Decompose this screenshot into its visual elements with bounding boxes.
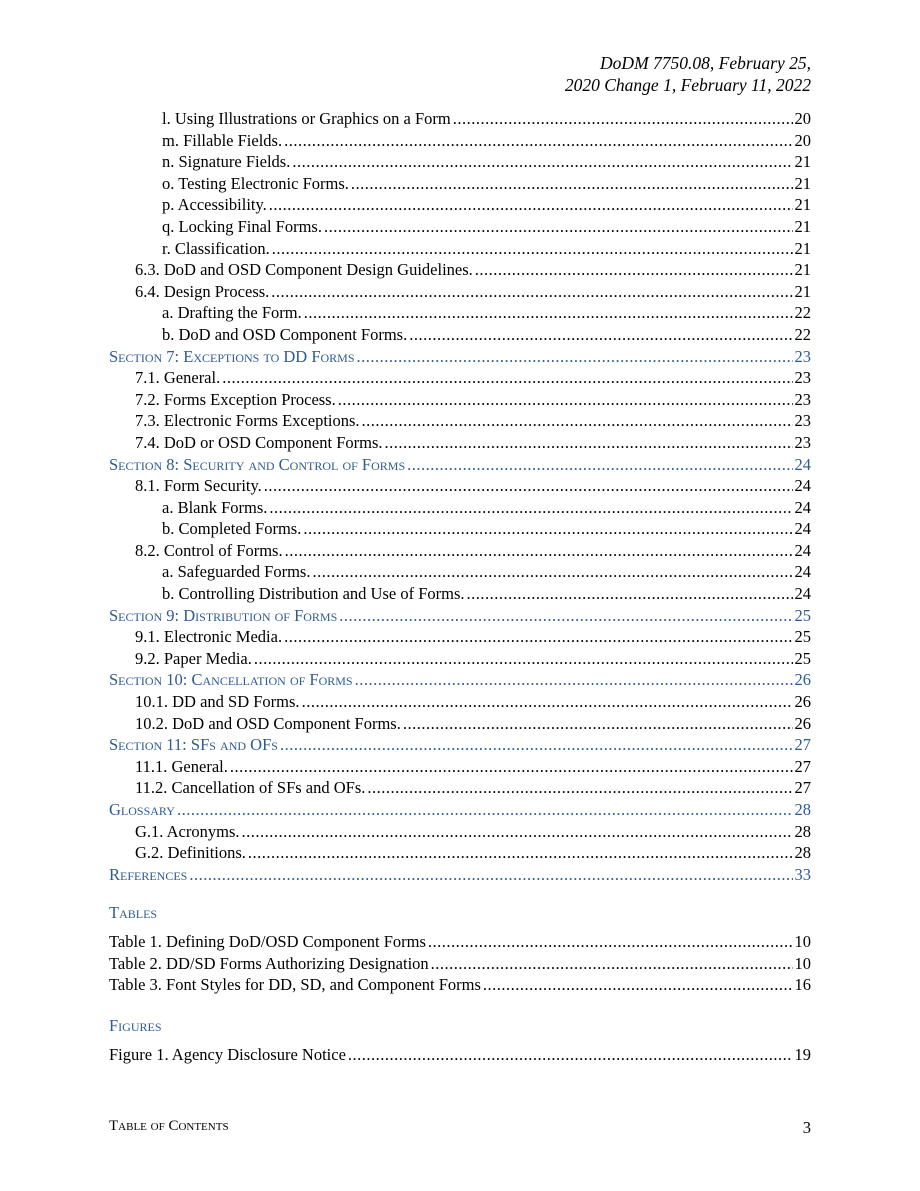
toc-entry-label: o. Testing Electronic Forms. (162, 173, 349, 193)
toc-page-number: 21 (794, 173, 811, 193)
toc-page-number: 19 (794, 1045, 811, 1064)
toc-page-number: 23 (794, 368, 811, 388)
toc-section-link[interactable] (109, 865, 811, 887)
toc-entry-link[interactable] (109, 649, 811, 671)
header-line-1: DoDM 7750.08, February 25, (600, 53, 811, 73)
toc-entry-link[interactable] (109, 1045, 811, 1067)
toc-page-number: 21 (794, 216, 811, 236)
dot-leader (269, 195, 793, 215)
toc-entry-label: 7.3. Electronic Forms Exceptions. (135, 411, 360, 431)
toc-page-number: 24 (794, 476, 811, 496)
toc-entry-link[interactable] (109, 932, 811, 954)
toc-entry-label: 7.2. Forms Exception Process. (135, 389, 336, 409)
toc-entry-link[interactable] (109, 584, 811, 606)
toc-entry-link[interactable] (109, 714, 811, 736)
dot-leader (248, 843, 793, 863)
dot-leader (189, 865, 792, 885)
toc-page-number: 21 (794, 238, 811, 258)
toc-page-number: 25 (794, 605, 811, 625)
toc-page-number: 33 (794, 864, 811, 884)
dot-leader (304, 303, 793, 323)
toc-entry-label: 6.4. Design Process. (135, 281, 270, 301)
dot-leader (407, 455, 792, 475)
document-header (565, 52, 811, 96)
toc-entry-link[interactable] (109, 433, 811, 455)
toc-page-number: 22 (794, 303, 811, 323)
toc-entry-link[interactable] (109, 131, 811, 153)
dot-leader (264, 476, 793, 496)
toc-entry-label: Table 2. DD/SD Forms Authorizing Designation (109, 953, 429, 973)
toc-entry-link[interactable] (109, 239, 811, 261)
toc-page-number: 26 (794, 670, 811, 690)
toc-entry-link[interactable] (109, 692, 811, 714)
dot-leader (324, 217, 793, 237)
toc-entry-link[interactable] (109, 217, 811, 239)
toc-page-number: 28 (794, 821, 811, 841)
toc-entry-label: 10.2. DoD and OSD Component Forms. (135, 713, 401, 733)
toc-entry-label: 10.1. DD and SD Forms. (135, 692, 300, 712)
toc-page-number: 20 (794, 130, 811, 150)
dot-leader (475, 260, 793, 280)
dot-leader (431, 954, 793, 974)
toc-entry-link[interactable] (109, 303, 811, 325)
toc-entry-label: Table 1. Defining DoD/OSD Component Forms (109, 932, 426, 951)
toc-entry-link[interactable] (109, 195, 811, 217)
toc-page-number: 16 (794, 975, 811, 995)
toc-entry-label: a. Blank Forms. (162, 497, 268, 517)
toc-entry-label: Section 10: Cancellation of Forms (109, 670, 353, 690)
toc-entry-link[interactable] (109, 174, 811, 196)
dot-leader (272, 239, 793, 259)
toc-entry-label: l. Using Illustrations or Graphics on a Form (162, 109, 451, 128)
toc-page-number: 24 (794, 540, 811, 560)
toc-section-link[interactable] (109, 455, 811, 477)
dot-leader (254, 649, 793, 669)
toc-entry-link[interactable] (109, 476, 811, 498)
toc-entry-label: G.1. Acronyms. (135, 821, 240, 841)
toc-entry-label: b. Completed Forms. (162, 519, 302, 539)
dot-leader (177, 800, 793, 820)
toc-entry-link[interactable] (109, 541, 811, 563)
dot-leader (339, 606, 792, 626)
dot-leader (222, 368, 792, 388)
toc-entry-label: G.2. Definitions. (135, 843, 246, 863)
toc-entry-label: 7.1. General. (135, 368, 221, 388)
tables-list (109, 932, 811, 997)
toc-entry-link[interactable] (109, 822, 811, 844)
toc-entry-link[interactable] (109, 627, 811, 649)
toc-page-number: 25 (794, 648, 811, 668)
toc-entry-label: q. Locking Final Forms. (162, 216, 322, 236)
toc-entry-link[interactable] (109, 954, 811, 976)
toc-section-link[interactable] (109, 670, 811, 692)
toc-page-number: 23 (794, 389, 811, 409)
toc-page-number: 27 (794, 778, 811, 798)
toc-entry-label: 6.3. DoD and OSD Component Design Guidelines. (135, 260, 473, 280)
toc-entry-link[interactable] (109, 282, 811, 304)
toc-entry-label: Figure 1. Agency Disclosure Notice (109, 1045, 346, 1064)
toc-entry-label: 11.1. General. (135, 756, 228, 776)
toc-page-number: 25 (794, 627, 811, 647)
toc-page-number: 24 (794, 562, 811, 582)
toc-entry-label: p. Accessibility. (162, 195, 267, 215)
toc-entry-label: 9.1. Electronic Media. (135, 627, 283, 647)
toc-entry-link[interactable] (109, 411, 811, 433)
toc-entry-label: m. Fillable Fields. (162, 130, 283, 150)
toc-page-number: 10 (794, 953, 811, 973)
toc-entry-label: b. DoD and OSD Component Forms. (162, 324, 408, 344)
toc-section-link[interactable] (109, 800, 811, 822)
toc-entry-link[interactable] (109, 757, 811, 779)
dot-leader (428, 932, 793, 952)
toc-entry-link[interactable] (109, 975, 811, 997)
dot-leader (355, 670, 793, 690)
toc-entry-link[interactable] (109, 368, 811, 390)
dot-leader (312, 562, 792, 582)
dot-leader (284, 131, 792, 151)
toc-page-number: 23 (794, 346, 811, 366)
footer-section-name: Table of Contents (109, 1118, 229, 1134)
dot-leader (362, 411, 793, 431)
toc-entry-label: 7.4. DoD or OSD Component Forms. (135, 432, 383, 452)
toc-entry-link[interactable] (109, 519, 811, 541)
toc-entry-link[interactable] (109, 778, 811, 800)
toc-page-number: 24 (794, 584, 811, 604)
dot-leader (357, 347, 793, 367)
toc-entry-label: Table 3. Font Styles for DD, SD, and Component Forms (109, 975, 481, 995)
dot-leader (302, 692, 793, 712)
toc-page-number: 21 (794, 152, 811, 172)
dot-leader (280, 735, 793, 755)
footer-page-number: 3 (802, 1118, 811, 1137)
dot-leader (483, 975, 793, 995)
toc-entry-label: Section 9: Distribution of Forms (109, 605, 338, 625)
toc-entry-link[interactable] (109, 843, 811, 865)
toc-page-number: 28 (794, 843, 811, 863)
toc-entry-label: Section 7: Exceptions to DD Forms (109, 346, 355, 366)
toc-entry-link[interactable] (109, 562, 811, 584)
toc-page-number: 26 (794, 692, 811, 712)
dot-leader (351, 174, 793, 194)
toc-entry-label: 8.2. Control of Forms. (135, 540, 283, 560)
dot-leader (271, 282, 792, 302)
toc-entry-label: n. Signature Fields. (162, 152, 291, 172)
toc-entry-link[interactable] (109, 325, 811, 347)
toc-entry-label: Section 11: SFs and OFs (109, 735, 278, 755)
toc-page-number: 21 (794, 281, 811, 301)
toc-page-number: 23 (794, 411, 811, 431)
toc-page-number: 21 (794, 260, 811, 280)
toc-page-number: 24 (794, 454, 811, 474)
toc-page-number: 20 (794, 109, 811, 128)
toc-entry-link[interactable] (109, 109, 811, 131)
dot-leader (269, 498, 792, 518)
toc-page-number: 27 (794, 735, 811, 755)
toc-entry-label: Glossary (109, 800, 175, 819)
toc-page-number: 24 (794, 497, 811, 517)
dot-leader (409, 325, 792, 345)
toc-page-number: 24 (794, 519, 811, 539)
dot-leader (242, 822, 793, 842)
toc-page-number: 22 (794, 324, 811, 344)
toc-entry-link[interactable] (109, 260, 811, 282)
toc-section-link[interactable] (109, 606, 811, 628)
dot-leader (303, 519, 792, 539)
toc-entry-label: a. Drafting the Form. (162, 303, 302, 323)
toc-entry-label: 9.2. Paper Media. (135, 648, 252, 668)
toc-entry-link[interactable] (109, 498, 811, 520)
toc-entry-label: b. Controlling Distribution and Use of Forms. (162, 584, 465, 604)
toc-page-number: 27 (794, 756, 811, 776)
toc-page-number: 21 (794, 195, 811, 215)
dot-leader (367, 778, 792, 798)
dot-leader (453, 109, 793, 129)
toc-page-number: 26 (794, 713, 811, 733)
toc-page-number: 10 (794, 932, 811, 951)
toc-page-number: 28 (794, 800, 811, 819)
table-of-contents (109, 109, 811, 886)
figures-list (109, 1045, 811, 1067)
dot-leader (385, 433, 793, 453)
toc-entry-label: 8.1. Form Security. (135, 476, 262, 496)
toc-section-link[interactable] (109, 735, 811, 757)
header-line-2: 2020 Change 1, February 11, 2022 (564, 75, 811, 95)
toc-entry-label: r. Classification. (162, 238, 270, 258)
dot-leader (230, 757, 793, 777)
toc-entry-label: Section 8: Security and Control of Forms (109, 454, 406, 474)
dot-leader (292, 152, 792, 172)
toc-entry-link[interactable] (109, 390, 811, 412)
toc-entry-link[interactable] (109, 152, 811, 174)
dot-leader (285, 541, 793, 561)
dot-leader (348, 1045, 793, 1065)
toc-page-number: 23 (794, 432, 811, 452)
toc-section-link[interactable] (109, 347, 811, 369)
dot-leader (403, 714, 793, 734)
dot-leader (338, 390, 793, 410)
figures-heading: Figures (109, 1016, 162, 1035)
toc-entry-label: 11.2. Cancellation of SFs and OFs. (135, 778, 366, 798)
toc-entry-label: a. Safeguarded Forms. (162, 562, 311, 582)
dot-leader (284, 627, 792, 647)
dot-leader (467, 584, 793, 604)
tables-heading: Tables (109, 903, 158, 922)
toc-entry-label: References (109, 864, 188, 884)
